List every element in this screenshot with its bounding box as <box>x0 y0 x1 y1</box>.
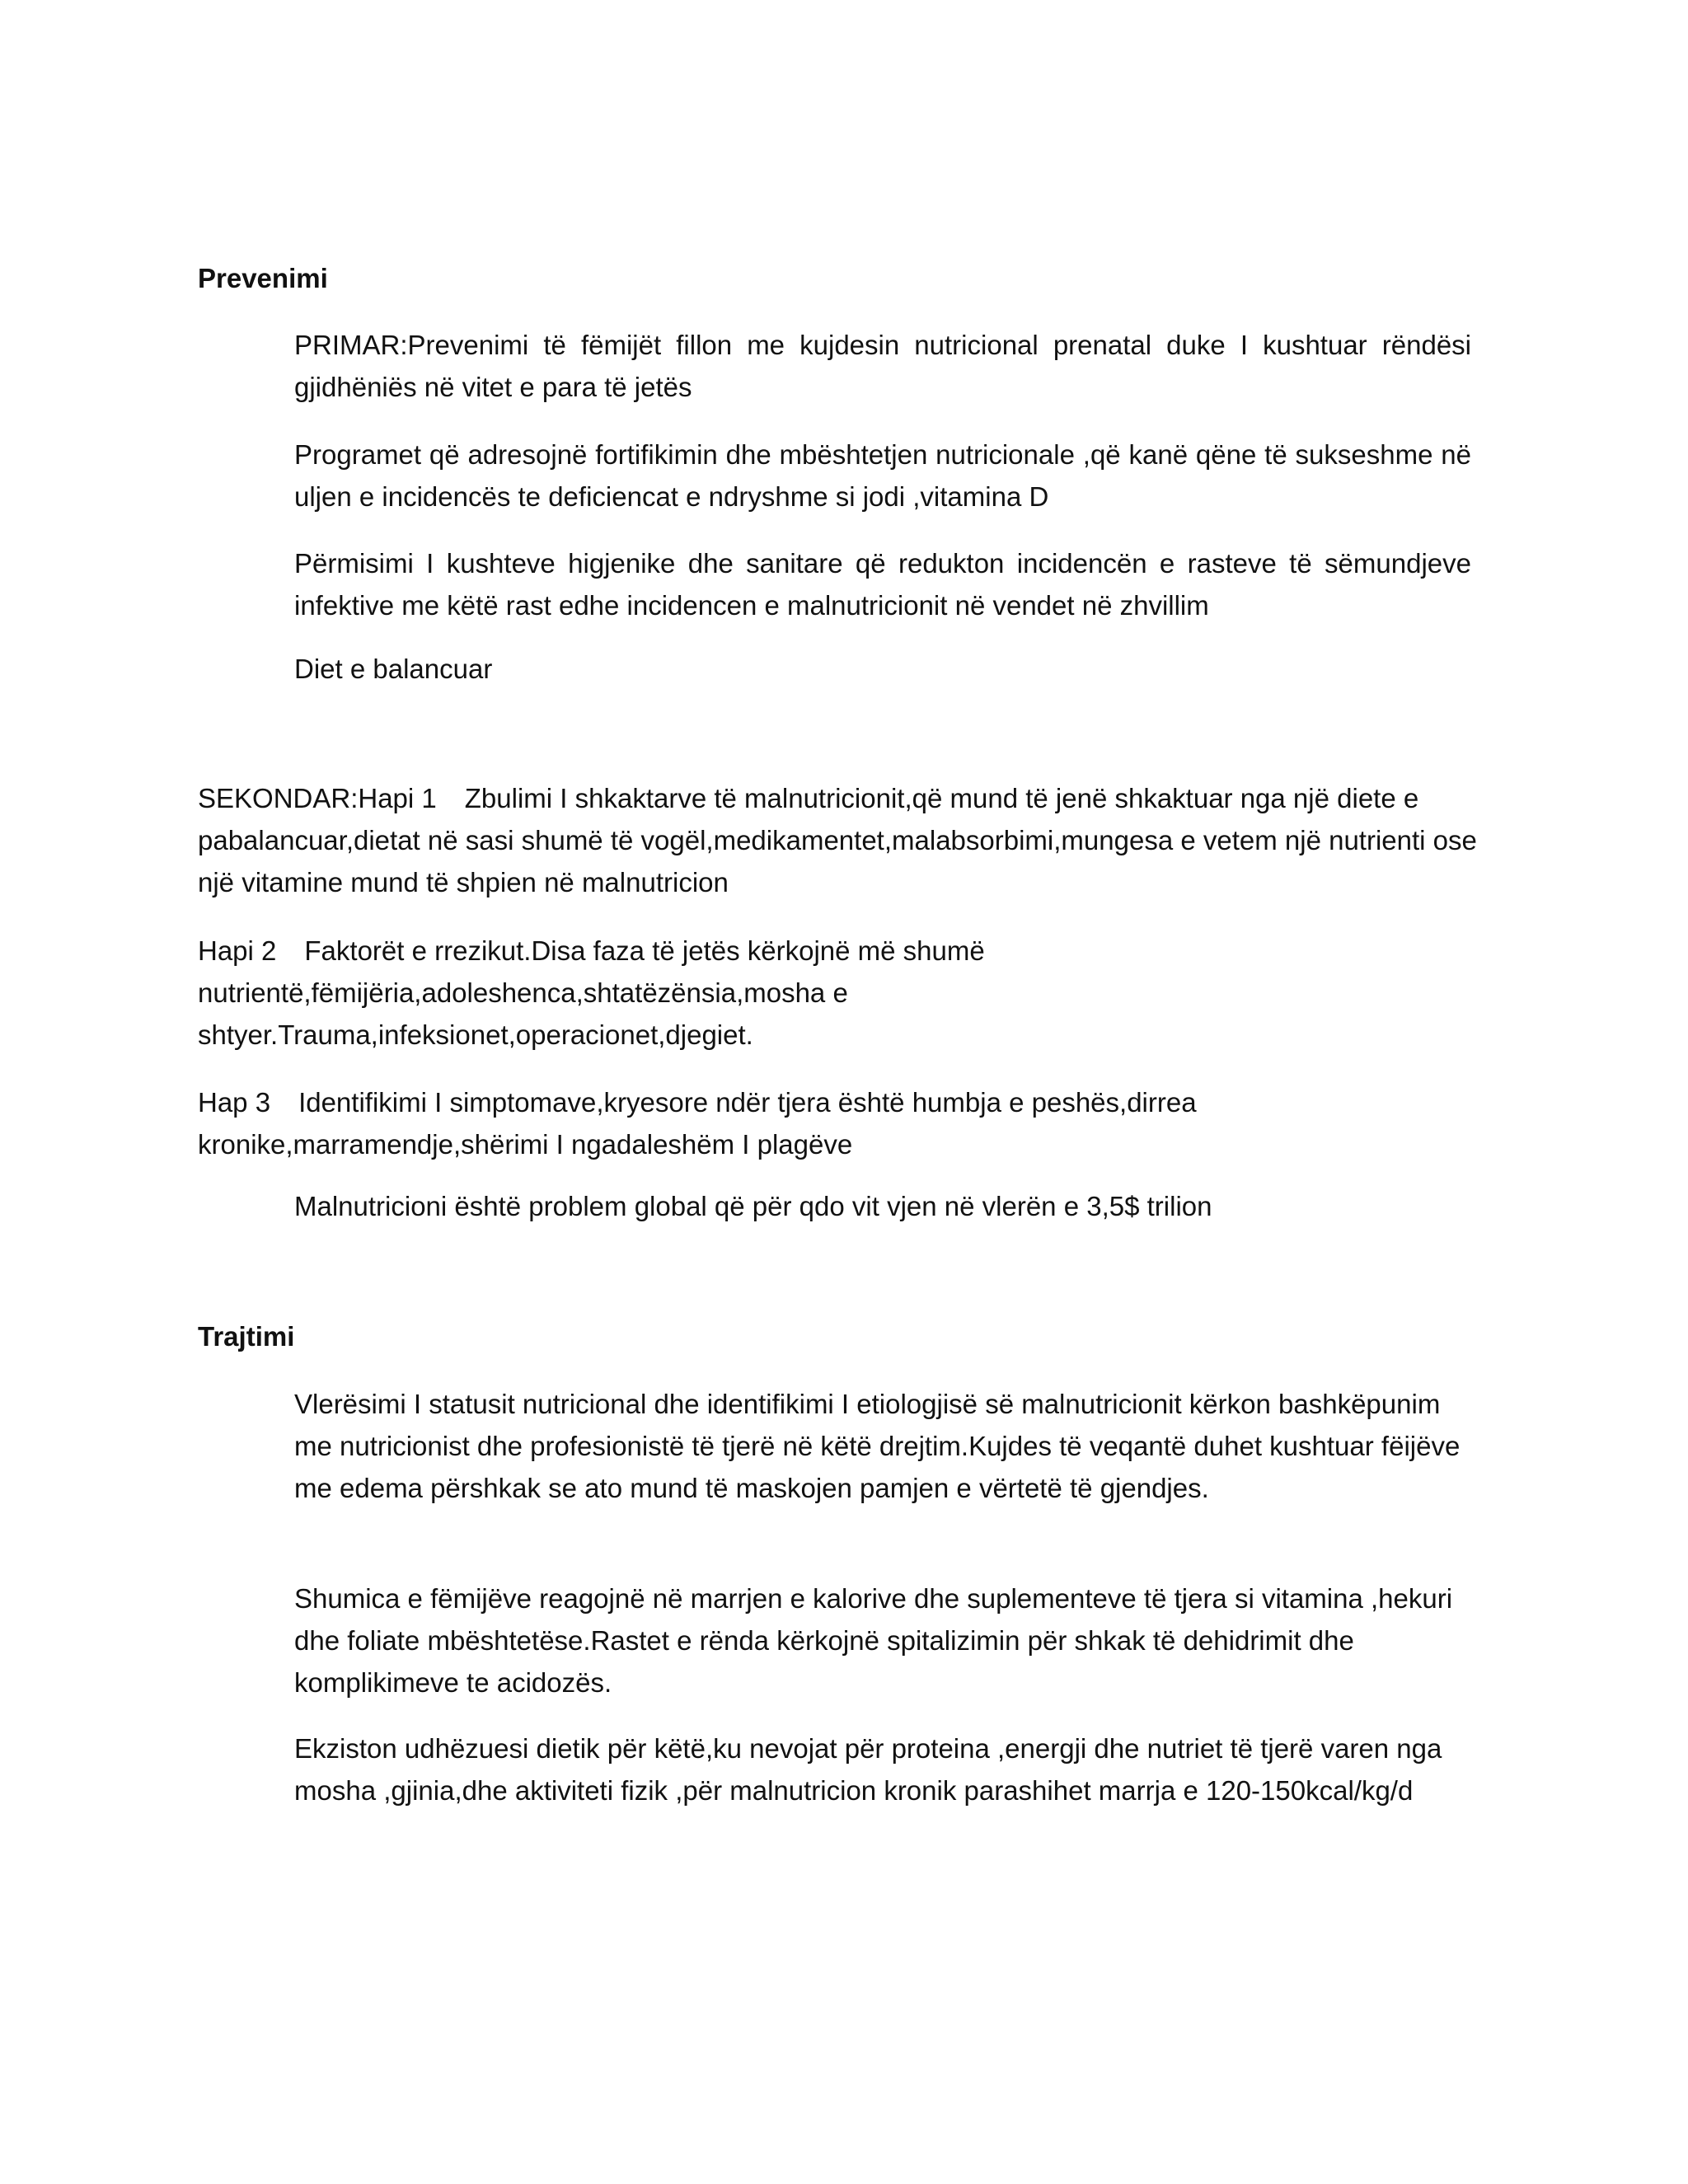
secondary-step-2-paragraph <box>198 930 1170 1056</box>
secondary-step-3-paragraph <box>198 1081 1352 1165</box>
step-1-text: Zbulimi I shkaktarve të malnutricionit,që mund të jenë shkaktuar nga një diete e pabalancuar,dietat në sasi shumë të vogël,medikamentet,malabsorbimi,mungesa e vetem një nutrienti ose një vitamine mund të shpien në malnutricion <box>198 783 1477 898</box>
global-problem-paragraph: Malnutricioni është problem global që për qdo vit vjen në vlerën e 3,5$ trilion <box>294 1191 1212 1221</box>
primary-prevention-paragraph: PRIMAR:Prevenimi të fëmijët fillon me kujdesin nutricional prenatal duke I kushtuar rëndësi gjidhëniës në vitet e para të jetës <box>294 330 1471 402</box>
secondary-step-1-paragraph <box>198 777 1484 903</box>
dietary-guideline-paragraph: Ekziston udhëzuesi dietik për këtë,ku nevojat për proteina ,energji dhe nutriet të tjerë varen nga mosha ,gjinia,dhe aktiviteti fizik ,për malnutricion kronik parashihet marrja e 120-150kcal/kg/d <box>294 1733 1442 1806</box>
programs-paragraph: Programet që adresojnë fortifikimin dhe mbështetjen nutricionale ,që kanë qëne të sukseshme në uljen e incidencës te deficiencat e ndryshme si jodi ,vitamina D <box>294 439 1471 512</box>
prevention-heading: Prevenimi <box>198 263 328 293</box>
response-paragraph: Shumica e fëmijëve reagojnë në marrjen e kalorive dhe suplementeve të tjera si vitamina ,hekuri dhe foliate mbështetëse.Rastet e rënda kërkojnë spitalizimin për shkak të dehidrimit dhe komplikimeve te acidozës. <box>294 1583 1453 1698</box>
step-2-label: Hapi 2 <box>198 935 277 966</box>
step-2-text: Faktorët e rrezikut.Disa faza të jetës kërkojnë më shumë nutrientë,fëmijëria,adoleshenca,shtatëzënsia,mosha e shtyer.Trauma,infeksionet,operacionet,djegiet. <box>198 935 985 1050</box>
assessment-paragraph: Vlerësimi I statusit nutricional dhe identifikimi I etiologjisë së malnutricionit kërkon bashkëpunim me nutricionist dhe profesionistë të tjerë në këtë drejtim.Kujdes të veqantë duhet kushtuar fëijëve me edema përshkak se ato mund të maskojen pamjen e vërtetë të gjendjes. <box>294 1389 1461 1503</box>
step-3-text: Identifikimi I simptomave,kryesore ndër tjera është humbja e peshës,dirrea kronike,marramendje,shërimi I ngadaleshëm I plagëve <box>198 1087 1197 1160</box>
step-1-label: SEKONDAR:Hapi 1 <box>198 783 437 813</box>
balanced-diet-line: Diet e balancuar <box>294 654 493 684</box>
treatment-heading: Trajtimi <box>198 1321 295 1352</box>
step-3-label: Hap 3 <box>198 1087 271 1118</box>
hygiene-paragraph: Përmisimi I kushteve higjenike dhe sanitare që redukton incidencën e rasteve të sëmundjeve infektive me këtë rast edhe incidencen e malnutricionit në vendet në zhvillim <box>294 548 1471 621</box>
